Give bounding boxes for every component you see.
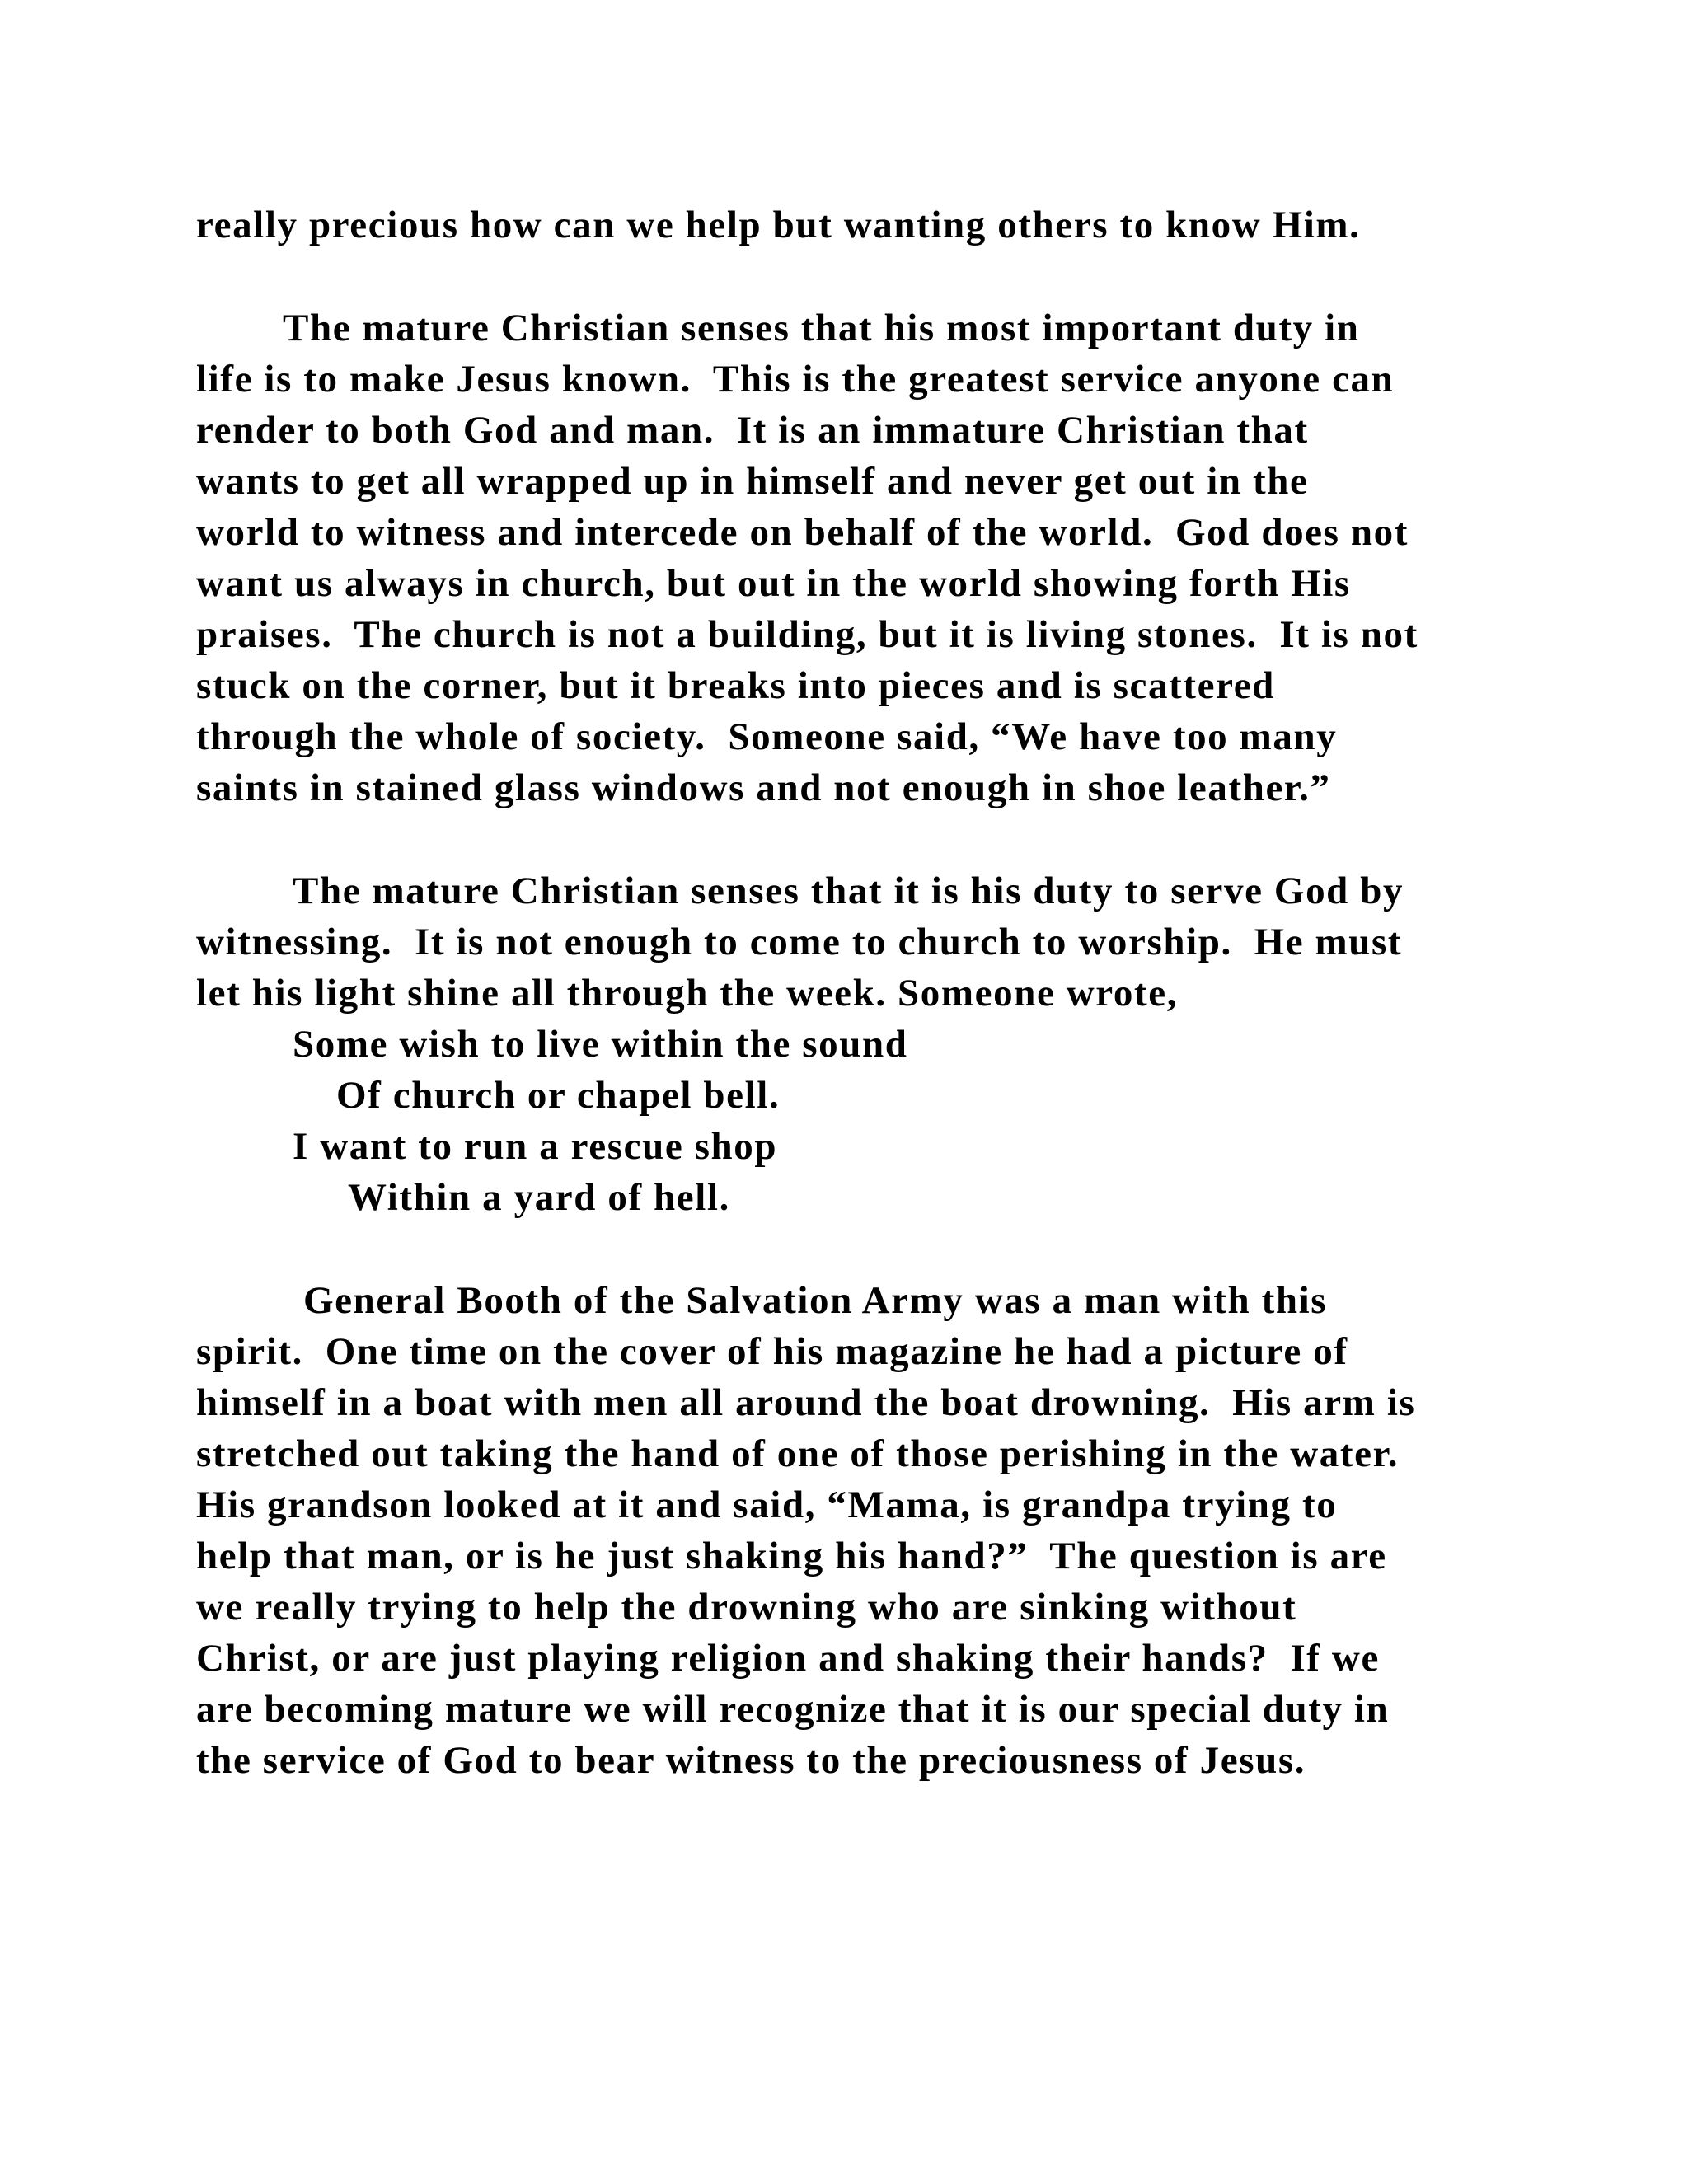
text-line: stretched out taking the hand of one of those perishing in the water. [196, 1432, 1400, 1475]
text-line: want us always in church, but out in the world showing forth His [196, 562, 1351, 605]
poem-line: Of church or chapel bell. [336, 1074, 781, 1117]
text-line: life is to make Jesus known. This is the greatest service anyone can [196, 358, 1395, 401]
poem-line: Some wish to live within the sound [293, 1023, 908, 1066]
text-line: help that man, or is he just shaking his hand?” The question is are [196, 1535, 1387, 1577]
text-line: saints in stained glass windows and not enough in shoe leather.” [196, 766, 1331, 809]
text-line: His grandson looked at it and said, “Mama, is grandpa trying to [196, 1483, 1338, 1526]
text-line: wants to get all wrapped up in himself and never get out in the [196, 460, 1309, 503]
text-line: The mature Christian senses that his most important duty in [283, 307, 1360, 349]
text-line: world to witness and intercede on behalf of the world. God does not [196, 511, 1409, 554]
text-line: The mature Christian senses that it is his duty to serve God by [293, 869, 1404, 912]
text-line: Christ, or are just playing religion and shaking their hands? If we [196, 1637, 1380, 1680]
text-line: General Booth of the Salvation Army was a man with this [303, 1279, 1328, 1322]
text-line: through the whole of society. Someone said, “We have too many [196, 715, 1338, 758]
text-line: stuck on the corner, but it breaks into pieces and is scattered [196, 664, 1275, 707]
text-line: witnessing. It is not enough to come to church to worship. He must [196, 921, 1403, 963]
poem-line: I want to run a rescue shop [293, 1125, 778, 1168]
text-line: really precious how can we help but wanting others to know Him. [196, 204, 1361, 246]
text-line: the service of God to bear witness to the preciousness of Jesus. [196, 1739, 1306, 1782]
text-line: let his light shine all through the week. Someone wrote, [196, 972, 1179, 1015]
text-line: render to both God and man. It is an immature Christian that [196, 409, 1309, 452]
poem-line: Within a yard of hell. [348, 1176, 730, 1219]
text-line: himself in a boat with men all around the boat drowning. His arm is [196, 1381, 1416, 1424]
text-line: we really trying to help the drowning who are sinking without [196, 1586, 1297, 1629]
text-line: spirit. One time on the cover of his magazine he had a picture of [196, 1330, 1348, 1373]
text-line: praises. The church is not a building, but it is living stones. It is not [196, 613, 1418, 656]
text-line: are becoming mature we will recognize that it is our special duty in [196, 1688, 1390, 1731]
